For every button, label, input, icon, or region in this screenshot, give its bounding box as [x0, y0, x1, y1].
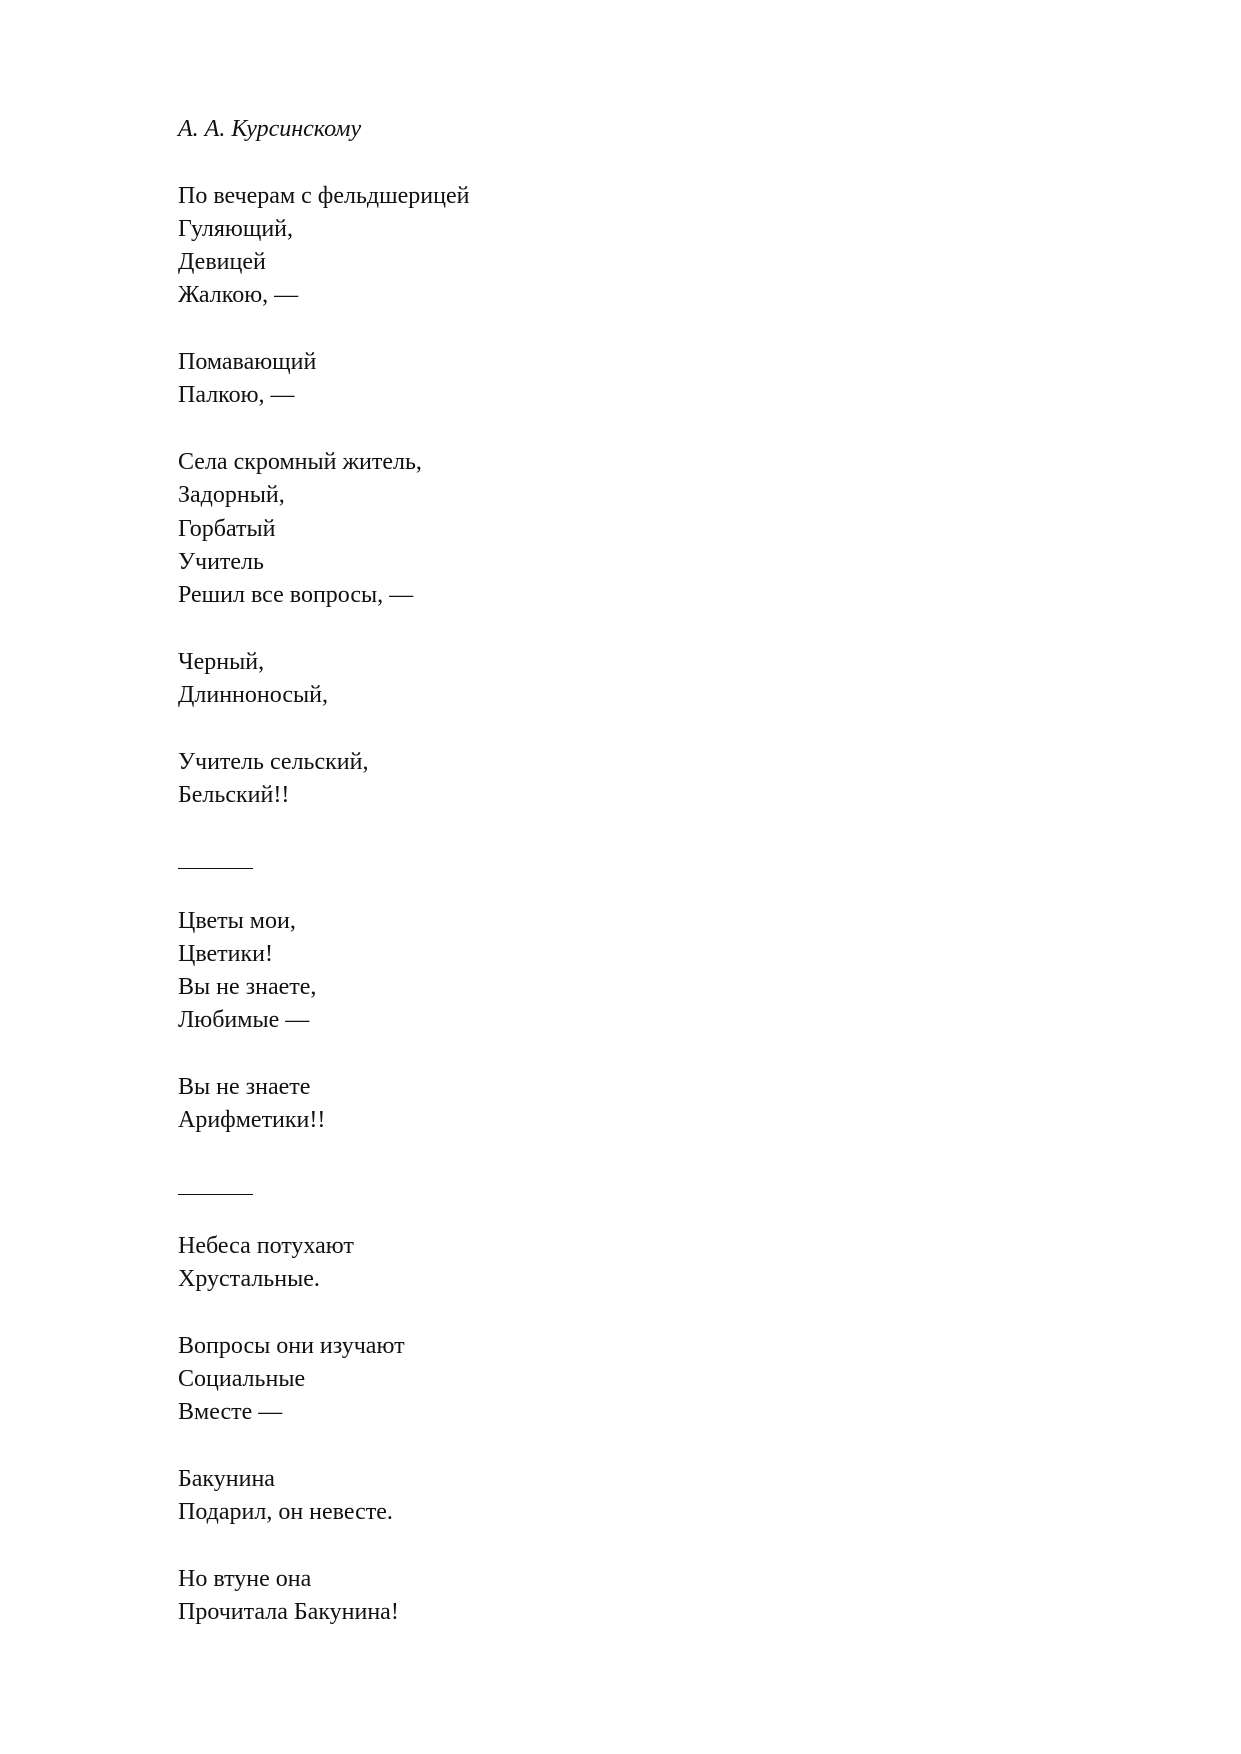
poem-line: Бакунина	[178, 1465, 275, 1492]
poem-part-2	[178, 905, 1078, 1138]
poem-line: Но втуне она	[178, 1565, 312, 1592]
poem-line: Решил все вопросы, —	[178, 582, 414, 609]
poem-line: Арифметики!!	[178, 1107, 326, 1134]
stanza-gap	[178, 413, 1078, 446]
stanza-gap	[178, 146, 1078, 179]
separator-rule	[178, 1194, 253, 1195]
section-separator	[178, 851, 1078, 884]
stanza-gap	[178, 1430, 1078, 1463]
separator-spacing	[178, 1138, 1078, 1177]
stanza-gap	[178, 1530, 1078, 1563]
stanza-10	[178, 1463, 1078, 1530]
poem-line: Учитель сельский,	[178, 748, 369, 775]
poem-line: Жалкою, —	[178, 282, 299, 309]
poem-line: Палкою, —	[178, 382, 295, 409]
dedication: А. А. Курсинскому	[178, 116, 362, 142]
stanza-11	[178, 1563, 1078, 1630]
poem-part-3	[178, 1230, 1078, 1630]
poem-line: Гуляющий,	[178, 215, 294, 242]
poem-line: Длинноносый,	[178, 682, 328, 709]
poem-line: Подарил, он невесте.	[178, 1499, 393, 1526]
poem-line: Села скромный житель,	[178, 448, 422, 475]
poem-line: Цветы мои,	[178, 907, 296, 934]
separator-spacing	[178, 1210, 1078, 1230]
poem-line: Любимые —	[178, 1007, 310, 1034]
poem-line: Вопросы они изучают	[178, 1332, 405, 1359]
poem-line: Вы не знаете,	[178, 974, 317, 1001]
stanza-9	[178, 1330, 1078, 1430]
poem-line: Помавающий	[178, 349, 317, 376]
stanza-4	[178, 646, 1078, 713]
poem-line: Небеса потухают	[178, 1232, 354, 1259]
poem-line: Прочитала Бакунина!	[178, 1599, 399, 1626]
poem-part-1	[178, 180, 1078, 813]
stanza-1	[178, 180, 1078, 313]
stanza-8	[178, 1230, 1078, 1297]
separator-spacing	[178, 812, 1078, 851]
poem-line: Вместе —	[178, 1399, 283, 1426]
stanza-3	[178, 446, 1078, 612]
poem-line: Девицей	[178, 249, 266, 276]
poem-line: Задорный,	[178, 482, 285, 509]
stanza-gap	[178, 712, 1078, 745]
poem-line: Цветики!	[178, 940, 274, 967]
poem-line: По вечерам с фельдшерицей	[178, 182, 470, 209]
poem-line: Учитель	[178, 548, 264, 575]
stanza-gap	[178, 1297, 1078, 1330]
stanza-gap	[178, 612, 1078, 645]
poem-line: Вы не знаете	[178, 1074, 311, 1101]
stanza-2	[178, 346, 1078, 413]
poem-line: Черный,	[178, 648, 265, 675]
poem-line: Горбатый	[178, 515, 276, 542]
poem-line: Социальные	[178, 1366, 306, 1393]
poem-line: Бельский!!	[178, 781, 290, 808]
stanza-gap	[178, 313, 1078, 346]
stanza-5	[178, 746, 1078, 813]
poem-body	[178, 113, 1078, 1629]
stanza-gap	[178, 1038, 1078, 1071]
separator-spacing	[178, 885, 1078, 905]
stanza-7	[178, 1071, 1078, 1138]
section-separator	[178, 1177, 1078, 1210]
stanza-6	[178, 905, 1078, 1038]
separator-rule	[178, 868, 253, 869]
poem-line: Хрустальные.	[178, 1266, 320, 1293]
